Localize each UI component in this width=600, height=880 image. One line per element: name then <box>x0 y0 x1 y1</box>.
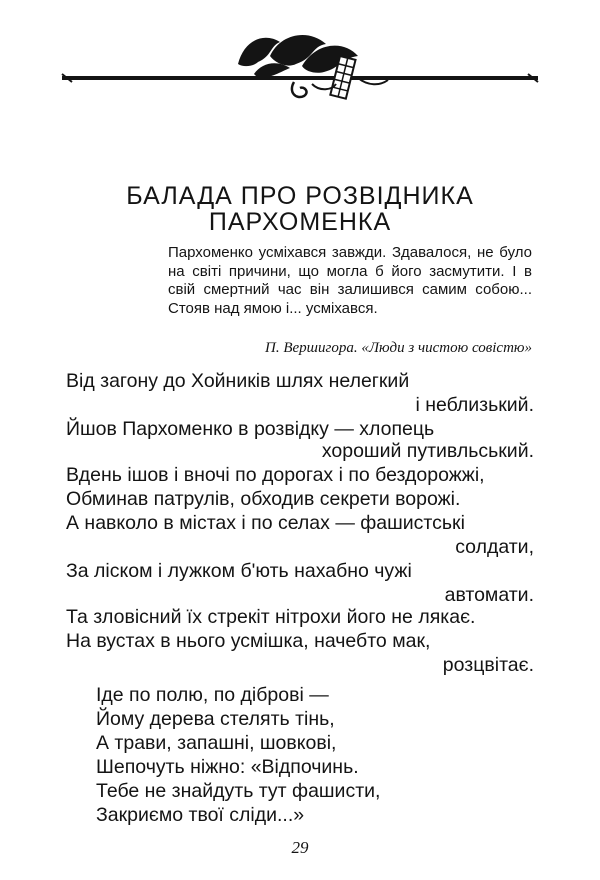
verse-continuation: розцвітає. <box>442 654 534 676</box>
stanza-line: А трави, запашні, шовкові, <box>96 732 337 754</box>
verse-continuation: солдати, <box>455 536 534 558</box>
stanza-line: Іде по полю, по діброві — <box>96 684 329 706</box>
title-line-1: БАЛАДА ПРО РОЗВІДНИКА <box>126 182 474 210</box>
stanza-line: Йому дерева стелять тінь, <box>96 708 335 730</box>
verse-continuation: автомати. <box>444 584 534 606</box>
verse-continuation: хороший путивльський. <box>321 440 534 462</box>
verse-line: Від загону до Хойників шлях нелегкий <box>66 370 410 392</box>
verse-line: За ліском і лужком б'ють нахабно чужі <box>66 560 412 582</box>
page-number: 29 <box>291 838 309 857</box>
verse-line: Йшов Пархоменко в розвідку — хлопець <box>66 418 435 440</box>
stanza-line: Закриємо твої сліди...» <box>96 804 305 826</box>
verse-line: Вдень ішов і вночі по дорогах і по бездорожжі, <box>66 464 485 486</box>
epigraph-text: Пархоменко усміхався завжди. Здавалося, не було на світі причини, що могла б його засмутити. І в свій смертний час він залишився самим собою... Стояв над ямою і... усміхався. <box>168 244 532 317</box>
header-ornament <box>58 22 542 112</box>
epigraph-source: П. Вершигора. «Люди з чистою совістю» <box>264 340 532 356</box>
verse-line: А навколо в містах і по селах — фашистські <box>66 512 465 534</box>
verse-line: Обминав патрулів, обходив секрети ворожі. <box>66 488 461 510</box>
stanza-line: Тебе не знайдуть тут фашисти, <box>96 780 381 802</box>
verse-line: На вустах в нього усмішка, начебто мак, <box>66 630 431 652</box>
verse-continuation: і неблизький. <box>415 394 534 416</box>
verse-line: Та зловісний їх стрекіт нітрохи його не лякає. <box>66 606 476 628</box>
stanza-line: Шепочуть ніжно: «Відпочинь. <box>96 756 359 778</box>
title-line-2: ПАРХОМЕНКА <box>208 208 392 236</box>
